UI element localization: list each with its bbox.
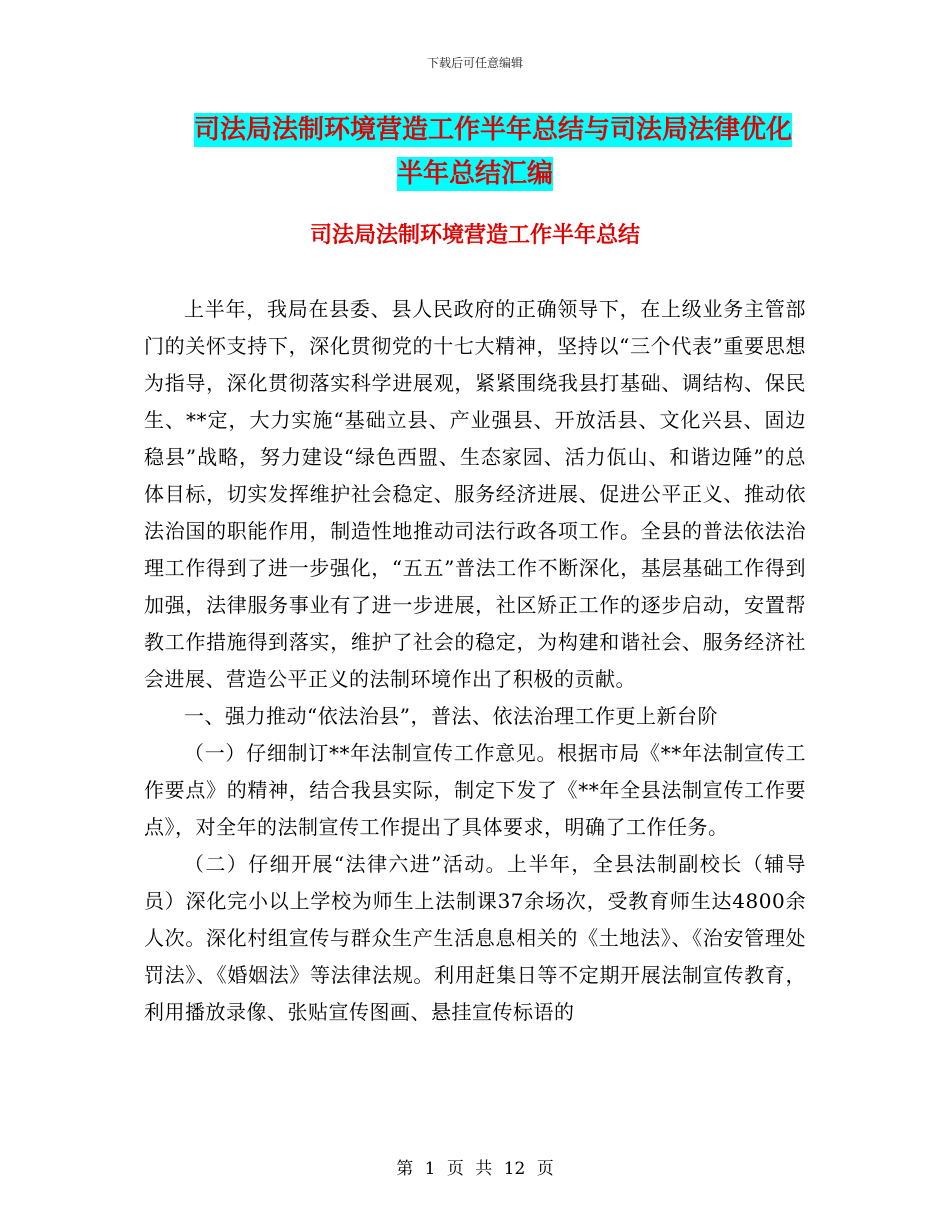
section-title: 司法局法制环境营造工作半年总结 — [309, 223, 640, 248]
document-title-text-1: 司法局法制环境营造工作半年总结与司法局法律优化 — [193, 115, 792, 145]
document-title-line-2 — [0, 152, 950, 196]
document-title-text-2: 半年总结汇编 — [396, 159, 553, 189]
paragraph-intro: 上半年，我局在县委、县人民政府的正确领导下，在上级业务主管部门的关怀支持下，深化贯彻党的十七大精神，坚持以“三个代表”重要思想为指导，深化贯彻落实科学进展观，紧紧围绕我县打基础、调结构、保民生、**定，大力实施“基础立县、产业强县、开放活县、文化兴县、固边稳县”战略，努力建设“绿色西盟、生态家园、活力佤山、和谐边陲”的总体目标，切实发挥维护社会稳定、服务经济进展、促进公平正义、推动依法治国的职能作用，制造性地推动司法行政各项工作。全县的普法依法治理工作得到了进一步强化，“五五”普法工作不断深化，基层基础工作得到加强，法律服务事业有了进一步进展，社区矫正工作的逐步启动，安置帮教工作措施得到落实，维护了社会的稳定，为构建和谐社会、服务经济社会进展、营造公平正义的法制环境作出了积极的贡献。 — [144, 297, 806, 691]
paragraph-item-2: （二）仔细开展“法律六进”活动。上半年，全县法制副校长（辅导员）深化完小以上学校为师生上法制课37余场次，受教育师生达4800余人次。深化村组宣传与群众生产生活息息相关的《土地法》、《治安管理处罚法》、《婚姻法》等法律法规。利用赶集日等不定期开展法制宣传教育，利用播放录像、张贴宣传图画、悬挂宣传标语的 — [144, 852, 806, 1024]
page-footer: 第 1 页 共 12 页 — [396, 1159, 554, 1179]
document-body — [144, 291, 806, 1031]
header-note: 下载后可任意编辑 — [426, 56, 523, 70]
document-title-line-1 — [18, 108, 950, 152]
paragraph-heading-1: 一、强力推动“依法治县”，普法、依法治理工作更上新台阶 — [184, 704, 718, 728]
paragraph-item-1: （一）仔细制订**年法制宣传工作意见。根据市局《**年法制宣传工作要点》的精神，结合我县实际，制定下发了《**年全县法制宣传工作要点》，对全年的法制宣传工作提出了具体要求，明确了工作任务。 — [144, 741, 806, 839]
